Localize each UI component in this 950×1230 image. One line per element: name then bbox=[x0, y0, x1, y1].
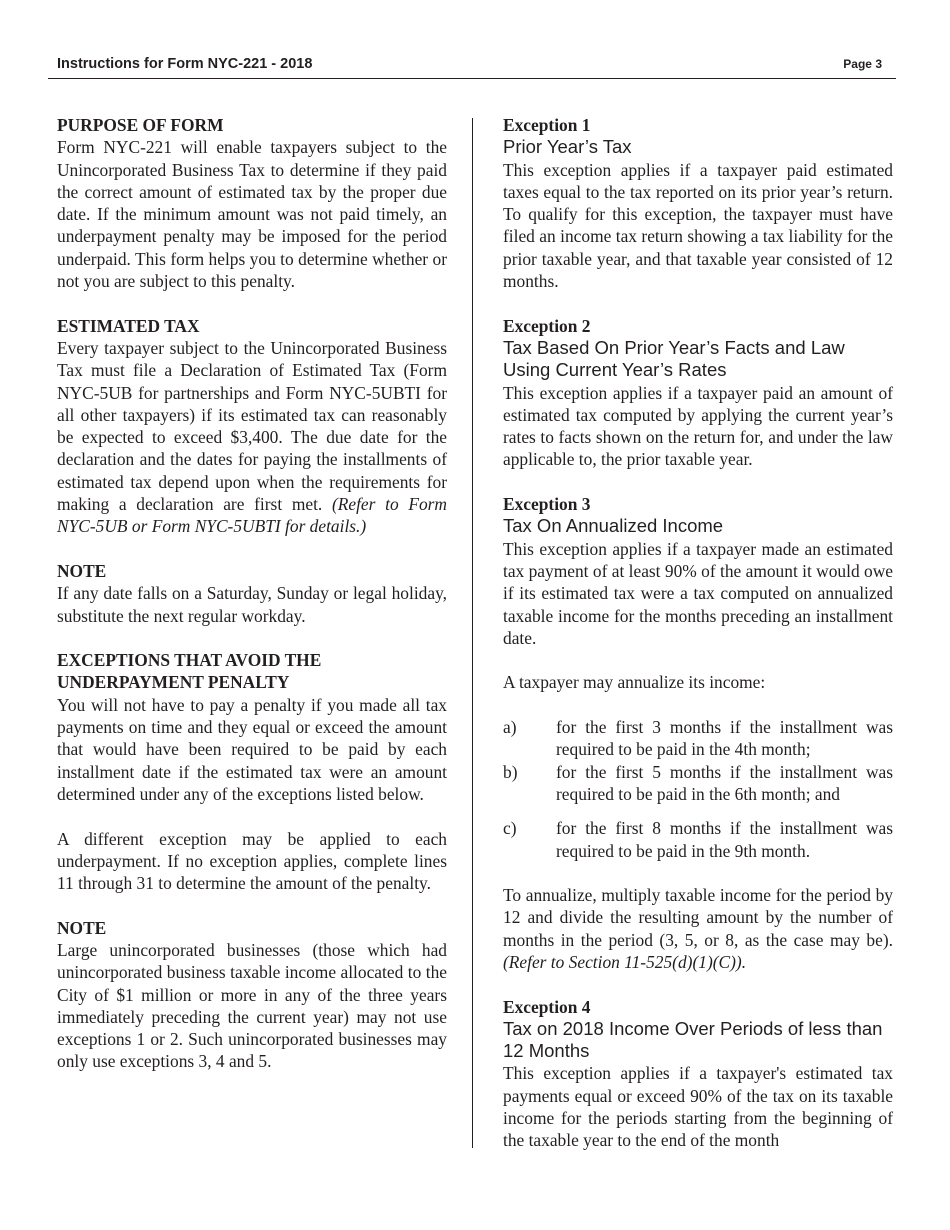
exception-3-text: This exception applies if a taxpayer made an estimated tax payment of at least 90% of the amount it would owe if its estimated tax were a tax computed on annualized taxable income for the months preceding an installment date. bbox=[503, 538, 893, 648]
exception-3-heading: Exception 3 bbox=[503, 494, 591, 515]
estimated-tax-section bbox=[57, 315, 447, 538]
left-column bbox=[57, 114, 447, 1073]
exceptions-text-2: A different exception may be applied to each underpayment. If no exception applies, complete lines 11 through 31 to determine the amount of the penalty. bbox=[57, 828, 447, 894]
note-section-1 bbox=[57, 560, 447, 627]
exception-1-section bbox=[503, 114, 893, 292]
annualize-reference: (Refer to Section 11-525(d)(1)(C)). bbox=[503, 951, 747, 972]
estimated-tax-heading: ESTIMATED TAX bbox=[57, 315, 200, 336]
exception-4-subheading: Tax on 2018 Income Over Periods of less than 12 Months bbox=[503, 1017, 883, 1062]
document-title: Instructions for Form NYC-221 - 2018 bbox=[57, 56, 313, 72]
exception-4-text: This exception applies if a taxpayer's estimated tax payments equal or exceed 90% of the tax on its taxable income for the periods starting from the beginning of the taxable year to the end of the month bbox=[503, 1063, 893, 1151]
note-section-2 bbox=[57, 917, 447, 1073]
exception-3-section bbox=[503, 493, 893, 973]
list-item-text: for the first 5 months if the installment was required to be paid in the 6th month; and bbox=[556, 761, 893, 804]
list-marker: a) bbox=[503, 717, 517, 738]
list-item-text: for the first 3 months if the installment was required to be paid in the 4th month; bbox=[556, 717, 893, 760]
exception-3-subheading: Tax On Annualized Income bbox=[503, 515, 724, 537]
list-item bbox=[503, 817, 893, 862]
exception-2-heading: Exception 2 bbox=[503, 315, 591, 336]
list-marker: b) bbox=[503, 761, 518, 782]
purpose-section bbox=[57, 114, 447, 292]
exceptions-text-1: You will not have to pay a penalty if you made all tax payments on time and they equal or exceed the amount that would have been required to be paid by each installment date if the estimated tax were an amount determined under any of the exceptions listed below. bbox=[57, 694, 447, 804]
note-heading-2: NOTE bbox=[57, 917, 107, 938]
exceptions-heading: EXCEPTIONS THAT AVOID THE UNDERPAYMENT PENALTY bbox=[57, 650, 322, 693]
note-text-2: Large unincorporated businesses (those which had unincorporated business taxable income allocated to the City of $1 million or more in any of the three years immediately preceding the current year) may not use exceptions 1 or 2. Such unincorporated businesses may only use exceptions 3, 4 and 5. bbox=[57, 939, 447, 1072]
estimated-tax-text bbox=[57, 337, 447, 538]
annualize-text bbox=[503, 884, 893, 973]
page-header bbox=[48, 56, 896, 79]
exception-1-text: This exception applies if a taxpayer paid estimated taxes equal to the tax reported on its prior year’s return. To qualify for this exception, the taxpayer must have filed an income tax return showing a tax liability for the prior taxable year, and that taxable year consisted of 12 months. bbox=[503, 159, 893, 292]
right-column bbox=[503, 114, 893, 1152]
purpose-heading: PURPOSE OF FORM bbox=[57, 115, 224, 135]
note-heading-1: NOTE bbox=[57, 560, 107, 581]
exception-2-subheading: Tax Based On Prior Year’s Facts and Law Using Current Year’s Rates bbox=[503, 336, 845, 381]
list-item bbox=[503, 716, 893, 761]
estimated-tax-reference: (Refer to Form NYC-5UB or Form NYC-5UBTI for details.) bbox=[57, 494, 447, 537]
exception-2-section bbox=[503, 315, 893, 471]
exception-2-text: This exception applies if a taxpayer paid an amount of estimated tax computed by applying the current year’s rates to facts shown on the return for, and under the law applicable to, the prior taxable year. bbox=[503, 382, 893, 470]
exception-4-section bbox=[503, 996, 893, 1152]
list-item bbox=[503, 761, 893, 806]
estimated-tax-body: Every taxpayer subject to the Unincorporated Business Tax must file a Declaration of Estimated Tax (Form NYC-5UB for partnerships and Form NYC-5UBTI for all other taxpayers) if its estimated tax can reasonably be expected to exceed $3,400. The due date for the declaration and the dates for paying the installments of estimated tax depend upon when the requirements for making a declaration are first met. bbox=[57, 337, 447, 515]
purpose-text: Form NYC-221 will enable taxpayers subject to the Unincorporated Business Tax to determine if they paid the correct amount of estimated tax by the proper due date. If the minimum amount was not paid timely, an underpayment penalty may be imposed for the period underpaid. This form helps you to determine whether or not you are subject to this penalty. bbox=[57, 137, 447, 292]
annualize-body: To annualize, multiply taxable income for the period by 12 and divide the resulting amount by the number of months in the period (3, 5, or 8, as the case may be). bbox=[503, 885, 893, 950]
column-divider bbox=[472, 118, 473, 1148]
exception-1-heading: Exception 1 bbox=[503, 115, 591, 135]
exceptions-section bbox=[57, 649, 447, 894]
list-marker: c) bbox=[503, 818, 517, 839]
exception-3-intro: A taxpayer may annualize its income: bbox=[503, 672, 766, 693]
list-item-text: for the first 8 months if the installment was required to be paid in the 9th month. bbox=[556, 818, 893, 861]
note-text-1: If any date falls on a Saturday, Sunday or legal holiday, substitute the next regular workday. bbox=[57, 583, 447, 626]
exception-4-heading: Exception 4 bbox=[503, 996, 591, 1017]
page-number: Page 3 bbox=[843, 57, 882, 71]
exception-1-subheading: Prior Year’s Tax bbox=[503, 136, 632, 158]
